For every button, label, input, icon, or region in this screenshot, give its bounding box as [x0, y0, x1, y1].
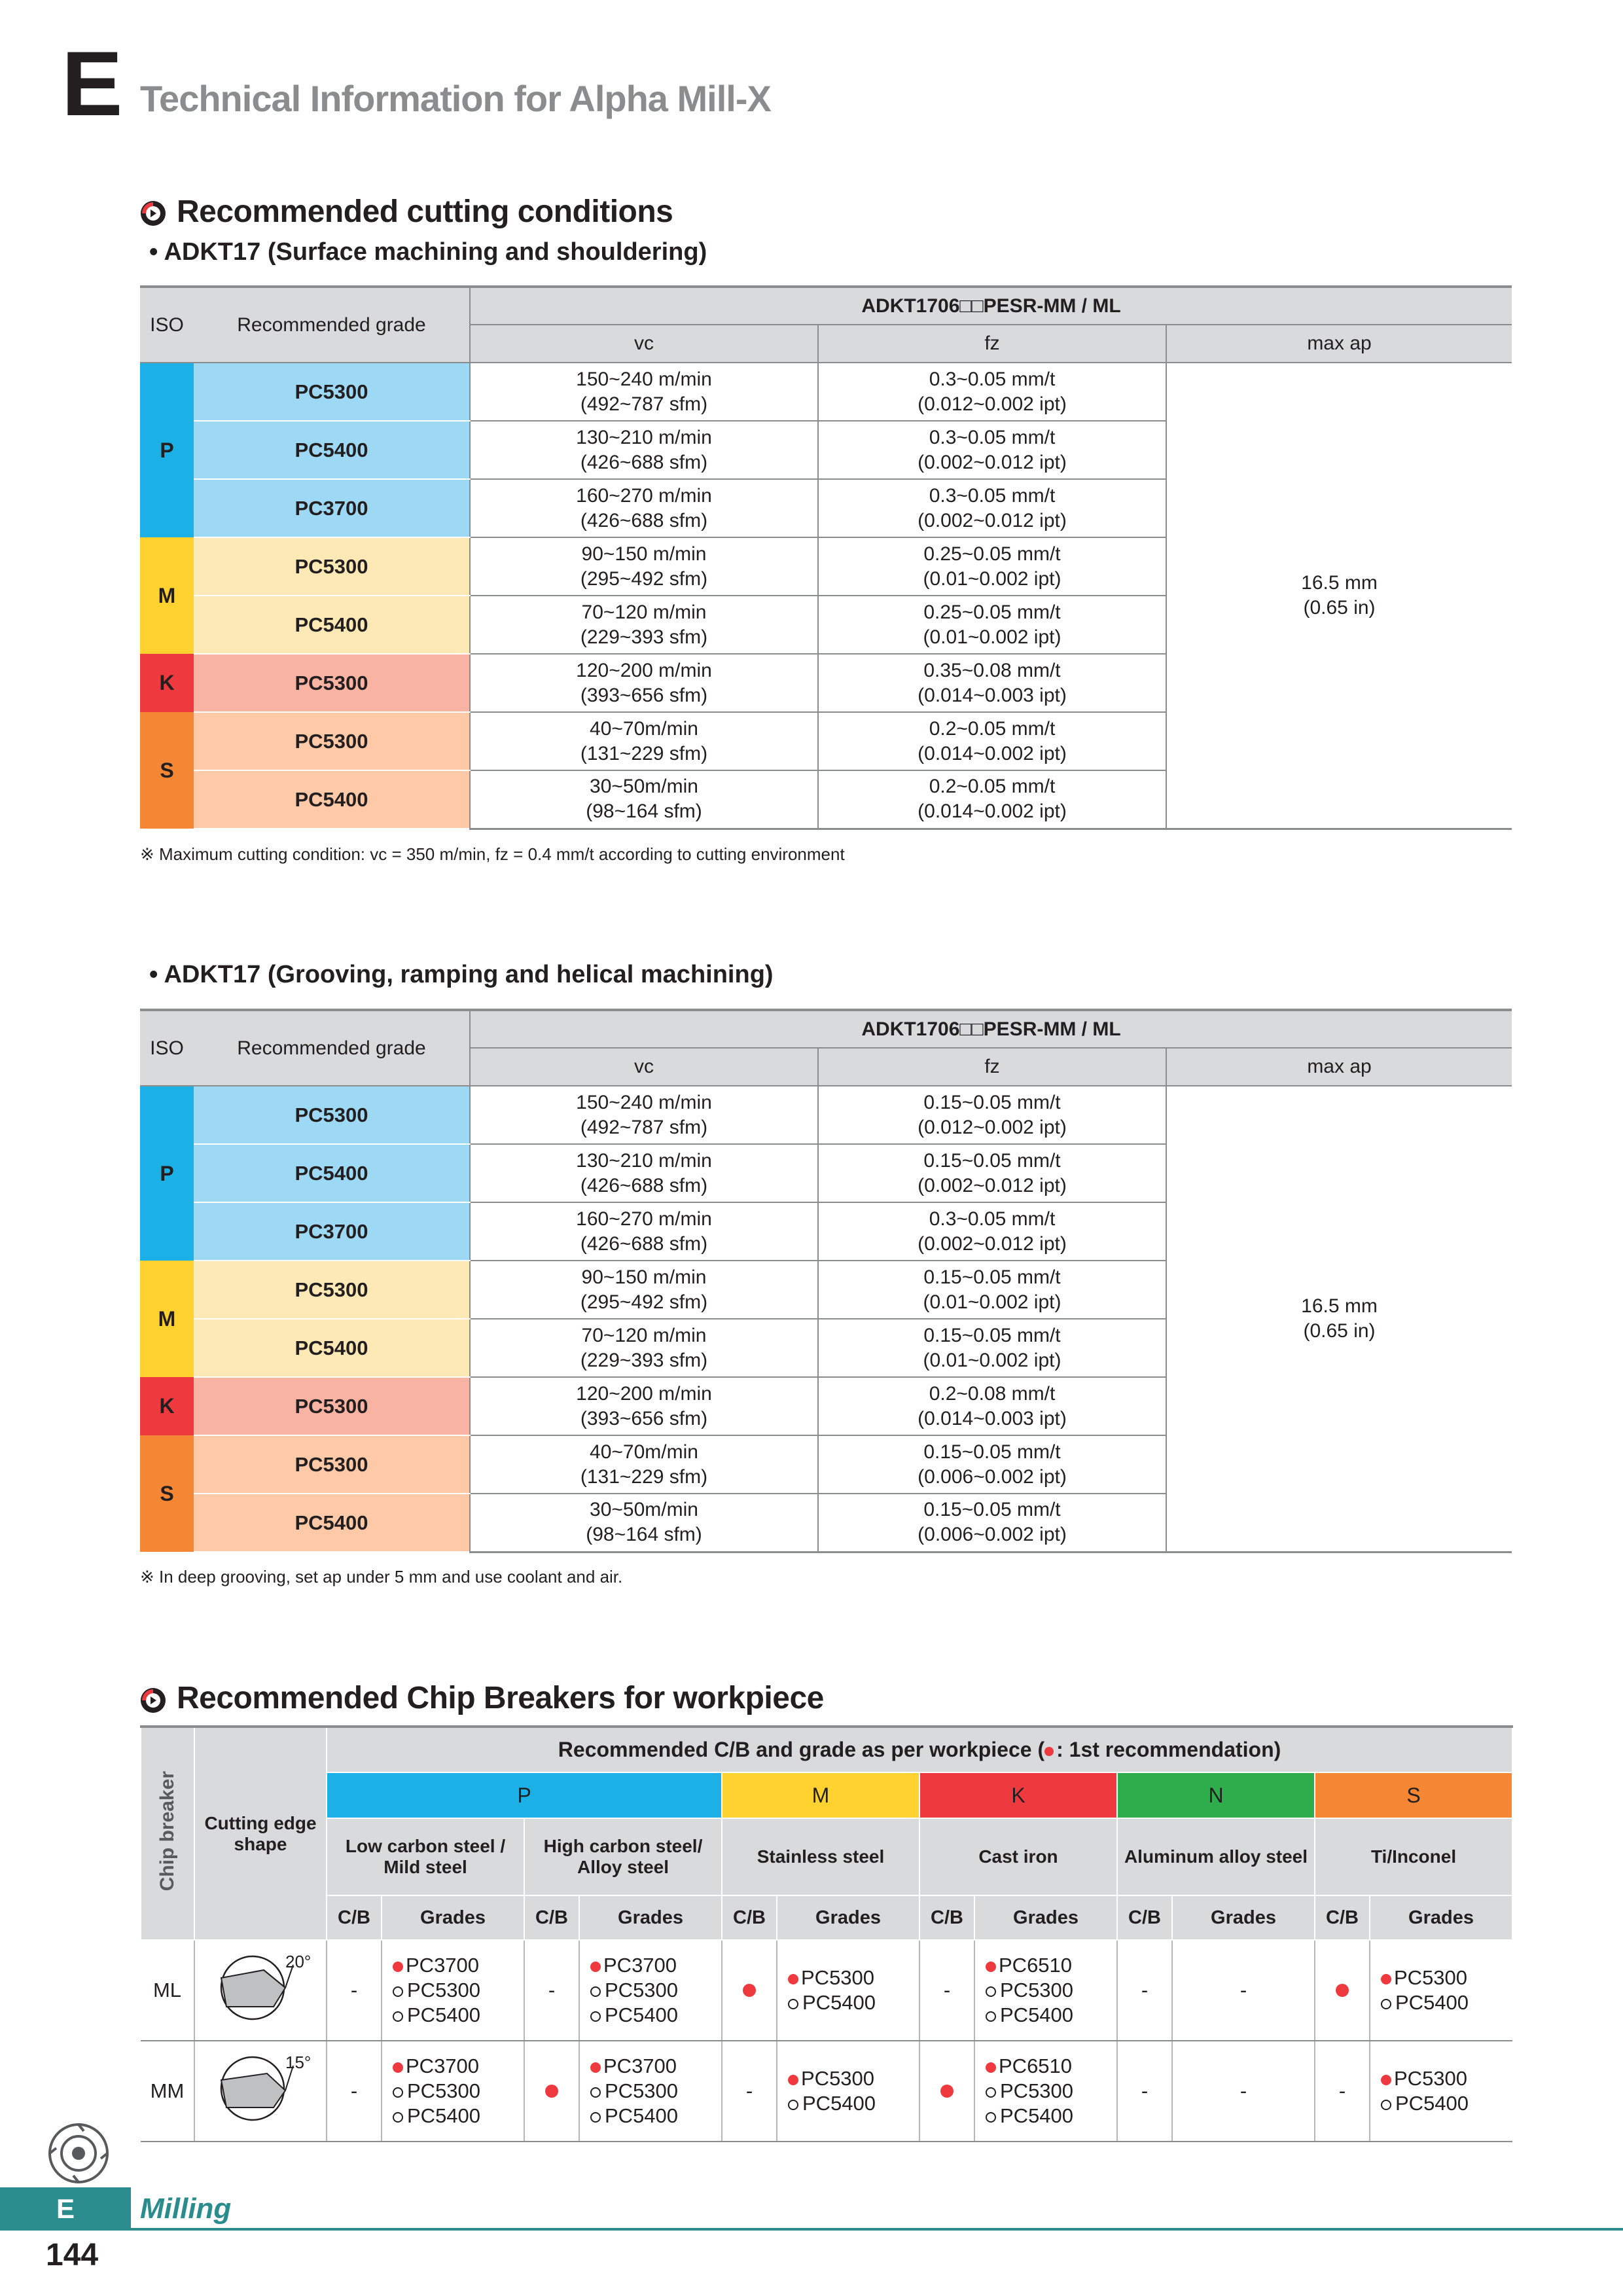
- grade-cell: PC5300: [194, 712, 470, 770]
- section-title-chip-breakers: Recommended Chip Breakers for workpiece: [177, 1681, 824, 1715]
- grade-cell: PC3700: [194, 1202, 470, 1261]
- grades-cell: PC5300 PC5400: [777, 1940, 919, 2041]
- iso-p: P: [140, 363, 194, 537]
- grade-cell: PC5300: [194, 1377, 470, 1435]
- fz-cell: 0.2~0.05 mm/t (0.014~0.002 ipt): [818, 770, 1166, 829]
- grades-subheader: Grades: [579, 1895, 722, 1940]
- vc-cell: 120~200 m/min (393~656 sfm): [470, 654, 818, 712]
- cb-cell: -: [327, 2041, 382, 2142]
- cb-subheader: C/B: [1117, 1895, 1172, 1940]
- cb-cell: -: [919, 1940, 974, 2041]
- grades-subheader: Grades: [777, 1895, 919, 1940]
- table1-note: ※ Maximum cutting condition: vc = 350 m/min, fz = 0.4 mm/t according to cutting environment: [140, 844, 845, 864]
- grade-cell: PC3700: [194, 479, 470, 537]
- recommendation-ring-icon: [393, 2112, 403, 2123]
- footer-divider: [131, 2228, 1623, 2231]
- section-title-cutting-conditions: Recommended cutting conditions: [177, 194, 673, 229]
- grades-cell: PC6510 PC5300 PC5400: [974, 2041, 1117, 2142]
- chip-breaker-row-mm: [141, 2041, 1512, 2142]
- first-recommendation-dot-icon: [590, 1962, 601, 1972]
- maxap-header: max ap: [1166, 1048, 1512, 1086]
- vc-cell: 120~200 m/min (393~656 sfm): [470, 1377, 818, 1435]
- recommendation-ring-icon: [393, 1986, 403, 1997]
- grades-cell: PC6510 PC5300 PC5400: [974, 1940, 1117, 2041]
- iso-s: S: [140, 1435, 194, 1552]
- workpiece-p-header: P: [327, 1772, 722, 1818]
- iso-s: S: [140, 712, 194, 829]
- vc-cell: 160~270 m/min (426~688 sfm): [470, 1202, 818, 1261]
- iso-k: K: [140, 654, 194, 712]
- material-ti-inconel: Ti/Inconel: [1315, 1818, 1512, 1895]
- cb-cell: [919, 2041, 974, 2142]
- vc-cell: 130~210 m/min (426~688 sfm): [470, 1144, 818, 1202]
- grades-cell: PC3700 PC5300 PC5400: [579, 2041, 722, 2142]
- section-bullet-icon: [140, 200, 166, 226]
- table2-note: ※ In deep grooving, set ap under 5 mm and use coolant and air.: [140, 1567, 623, 1587]
- grades-subheader: Grades: [974, 1895, 1117, 1940]
- table2-subtitle: • ADKT17 (Grooving, ramping and helical machining): [149, 961, 774, 988]
- grade-cell: PC5400: [194, 1494, 470, 1552]
- material-cast-iron: Cast iron: [919, 1818, 1117, 1895]
- maxap-header: max ap: [1166, 325, 1512, 363]
- cb-cell: [1315, 1940, 1370, 2041]
- grade-cell: PC5400: [194, 421, 470, 479]
- milling-cutter-icon: [39, 2121, 118, 2186]
- first-recommendation-dot-icon: [1044, 1747, 1054, 1756]
- first-recommendation-dot-icon: [1381, 2075, 1391, 2085]
- grade-cell: PC5300: [194, 1261, 470, 1319]
- cb-cell: -: [524, 1940, 579, 2041]
- fz-cell: 0.15~0.05 mm/t (0.012~0.002 ipt): [818, 1086, 1166, 1144]
- recommendation-ring-icon: [1381, 1999, 1391, 2009]
- recommendation-ring-icon: [590, 2087, 601, 2098]
- material-stainless: Stainless steel: [722, 1818, 919, 1895]
- vc-cell: 150~240 m/min (492~787 sfm): [470, 363, 818, 421]
- recommendation-ring-icon: [986, 2087, 996, 2098]
- recommendation-ring-icon: [986, 2112, 996, 2123]
- first-recommendation-dot-icon: [590, 2062, 601, 2073]
- cb-cell: -: [722, 2041, 777, 2142]
- material-high-carbon: High carbon steel/ Alloy steel: [524, 1818, 722, 1895]
- vc-cell: 90~150 m/min (295~492 sfm): [470, 537, 818, 596]
- cutting-conditions-table-2: [140, 1009, 1512, 1553]
- iso-header: ISO: [140, 287, 194, 363]
- chip-breaker-header: Chip breaker: [141, 1727, 194, 1940]
- model-header: ADKT1706□□PESR-MM / ML: [470, 1010, 1512, 1048]
- grade-cell: PC5400: [194, 1319, 470, 1377]
- grades-cell: PC5300 PC5400: [1370, 2041, 1512, 2142]
- grades-subheader: Grades: [1370, 1895, 1512, 1940]
- fz-cell: 0.2~0.08 mm/t (0.014~0.003 ipt): [818, 1377, 1166, 1435]
- fz-cell: 0.25~0.05 mm/t (0.01~0.002 ipt): [818, 596, 1166, 654]
- grade-cell: PC5300: [194, 1435, 470, 1494]
- cutting-edge-header: Cutting edge shape: [194, 1727, 327, 1940]
- recommendation-ring-icon: [986, 2011, 996, 2022]
- fz-cell: 0.15~0.05 mm/t (0.006~0.002 ipt): [818, 1494, 1166, 1552]
- page-number: 144: [46, 2238, 99, 2272]
- maxap-cell: 16.5 mm (0.65 in): [1166, 1086, 1512, 1552]
- grades-cell: PC3700 PC5300 PC5400: [579, 1940, 722, 2041]
- section-bullet-icon: [140, 1687, 166, 1713]
- recommendation-ring-icon: [1381, 2100, 1391, 2110]
- first-recommendation-dot-icon: [788, 1974, 798, 1984]
- vc-cell: 40~70m/min (131~229 sfm): [470, 712, 818, 770]
- cb-name: ML: [141, 1940, 194, 2041]
- cb-subheader: C/B: [919, 1895, 974, 1940]
- fz-cell: 0.3~0.05 mm/t (0.002~0.012 ipt): [818, 479, 1166, 537]
- vc-header: vc: [470, 325, 818, 363]
- footer-chapter-label: Milling: [140, 2193, 232, 2225]
- grades-subheader: Grades: [382, 1895, 524, 1940]
- grades-cell: PC3700 PC5300 PC5400: [382, 1940, 524, 2041]
- vc-cell: 160~270 m/min (426~688 sfm): [470, 479, 818, 537]
- fz-cell: 0.35~0.08 mm/t (0.014~0.003 ipt): [818, 654, 1166, 712]
- iso-m: M: [140, 1261, 194, 1377]
- grade-cell: PC5300: [194, 537, 470, 596]
- fz-cell: 0.3~0.05 mm/t (0.002~0.012 ipt): [818, 421, 1166, 479]
- fz-cell: 0.15~0.05 mm/t (0.01~0.002 ipt): [818, 1261, 1166, 1319]
- fz-cell: 0.15~0.05 mm/t (0.006~0.002 ipt): [818, 1435, 1166, 1494]
- iso-header: ISO: [140, 1010, 194, 1086]
- edge-shape-mm: [194, 2041, 327, 2142]
- fz-cell: 0.15~0.05 mm/t (0.01~0.002 ipt): [818, 1319, 1166, 1377]
- recommendation-header: Recommended C/B and grade as per workpiece ( : 1st recommendation): [327, 1727, 1512, 1772]
- cutting-conditions-table-1: [140, 285, 1512, 830]
- cb-cell: [722, 1940, 777, 2041]
- workpiece-m-header: M: [722, 1772, 919, 1818]
- grade-cell: PC5300: [194, 1086, 470, 1144]
- grade-cell: PC5400: [194, 1144, 470, 1202]
- vc-cell: 30~50m/min (98~164 sfm): [470, 1494, 818, 1552]
- recommendation-ring-icon: [788, 1999, 798, 2009]
- fz-cell: 0.25~0.05 mm/t (0.01~0.002 ipt): [818, 537, 1166, 596]
- vc-cell: 40~70m/min (131~229 sfm): [470, 1435, 818, 1494]
- cb-cell: -: [1315, 2041, 1370, 2142]
- cb-subheader: C/B: [327, 1895, 382, 1940]
- vc-cell: 150~240 m/min (492~787 sfm): [470, 1086, 818, 1144]
- workpiece-k-header: K: [919, 1772, 1117, 1818]
- grade-header: Recommended grade: [194, 287, 470, 363]
- recommendation-ring-icon: [590, 2011, 601, 2022]
- material-aluminum: Aluminum alloy steel: [1117, 1818, 1315, 1895]
- first-recommendation-dot-icon: [1381, 1974, 1391, 1984]
- page-title: Technical Information for Alpha Mill-X: [140, 78, 771, 119]
- iso-m: M: [140, 537, 194, 654]
- vc-cell: 70~120 m/min (229~393 sfm): [470, 596, 818, 654]
- cb-subheader: C/B: [722, 1895, 777, 1940]
- fz-header: fz: [818, 1048, 1166, 1086]
- grades-subheader: Grades: [1172, 1895, 1315, 1940]
- cb-subheader: C/B: [524, 1895, 579, 1940]
- recommendation-ring-icon: [986, 1986, 996, 1997]
- cb-cell: -: [1117, 1940, 1172, 2041]
- maxap-cell: 16.5 mm (0.65 in): [1166, 363, 1512, 829]
- workpiece-n-header: N: [1117, 1772, 1315, 1818]
- cb-cell: -: [327, 1940, 382, 2041]
- grades-cell: -: [1172, 2041, 1315, 2142]
- recommendation-ring-icon: [590, 2112, 601, 2123]
- recommendation-ring-icon: [788, 2100, 798, 2110]
- grade-cell: PC5400: [194, 596, 470, 654]
- recommendation-ring-icon: [393, 2011, 403, 2022]
- grades-cell: PC5300 PC5400: [1370, 1940, 1512, 2041]
- fz-header: fz: [818, 325, 1166, 363]
- first-recommendation-dot-icon: [393, 2062, 403, 2073]
- recommendation-ring-icon: [393, 2087, 403, 2098]
- recommendation-ring-icon: [590, 1986, 601, 1997]
- fz-cell: 0.15~0.05 mm/t (0.002~0.012 ipt): [818, 1144, 1166, 1202]
- first-recommendation-dot-icon: [545, 2085, 558, 2098]
- chapter-tab: E: [0, 2187, 131, 2231]
- grade-cell: PC5300: [194, 363, 470, 421]
- grades-cell: -: [1172, 1940, 1315, 2041]
- first-recommendation-dot-icon: [1336, 1984, 1349, 1997]
- edge-shape-icon: [202, 2053, 319, 2125]
- svg-text:20°: 20°: [285, 1952, 312, 1971]
- edge-shape-ml: [194, 1940, 327, 2041]
- grade-header: Recommended grade: [194, 1010, 470, 1086]
- chip-breaker-table: [140, 1725, 1513, 2142]
- model-header: ADKT1706□□PESR-MM / ML: [470, 287, 1512, 325]
- fz-cell: 0.2~0.05 mm/t (0.014~0.002 ipt): [818, 712, 1166, 770]
- iso-p: P: [140, 1086, 194, 1261]
- grade-cell: PC5300: [194, 654, 470, 712]
- first-recommendation-dot-icon: [940, 2085, 954, 2098]
- cb-cell: [524, 2041, 579, 2142]
- chip-breaker-row-ml: [141, 1940, 1512, 2041]
- vc-header: vc: [470, 1048, 818, 1086]
- vc-cell: 70~120 m/min (229~393 sfm): [470, 1319, 818, 1377]
- grade-cell: PC5400: [194, 770, 470, 829]
- table1-subtitle: • ADKT17 (Surface machining and shouldering): [149, 238, 707, 266]
- first-recommendation-dot-icon: [743, 1984, 756, 1997]
- edge-shape-icon: [202, 1952, 319, 2024]
- iso-k: K: [140, 1377, 194, 1435]
- grades-cell: PC5300 PC5400: [777, 2041, 919, 2142]
- cb-name: MM: [141, 2041, 194, 2142]
- chapter-letter: E: [62, 32, 123, 135]
- fz-cell: 0.3~0.05 mm/t (0.012~0.002 ipt): [818, 363, 1166, 421]
- vc-cell: 90~150 m/min (295~492 sfm): [470, 1261, 818, 1319]
- workpiece-s-header: S: [1315, 1772, 1512, 1818]
- cb-cell: -: [1117, 2041, 1172, 2142]
- first-recommendation-dot-icon: [986, 1962, 996, 1972]
- svg-text:15°: 15°: [285, 2053, 312, 2072]
- material-low-carbon: Low carbon steel / Mild steel: [327, 1818, 524, 1895]
- fz-cell: 0.3~0.05 mm/t (0.002~0.012 ipt): [818, 1202, 1166, 1261]
- first-recommendation-dot-icon: [986, 2062, 996, 2073]
- vc-cell: 30~50m/min (98~164 sfm): [470, 770, 818, 829]
- first-recommendation-dot-icon: [393, 1962, 403, 1972]
- first-recommendation-dot-icon: [788, 2075, 798, 2085]
- grades-cell: PC3700 PC5300 PC5400: [382, 2041, 524, 2142]
- vc-cell: 130~210 m/min (426~688 sfm): [470, 421, 818, 479]
- cb-subheader: C/B: [1315, 1895, 1370, 1940]
